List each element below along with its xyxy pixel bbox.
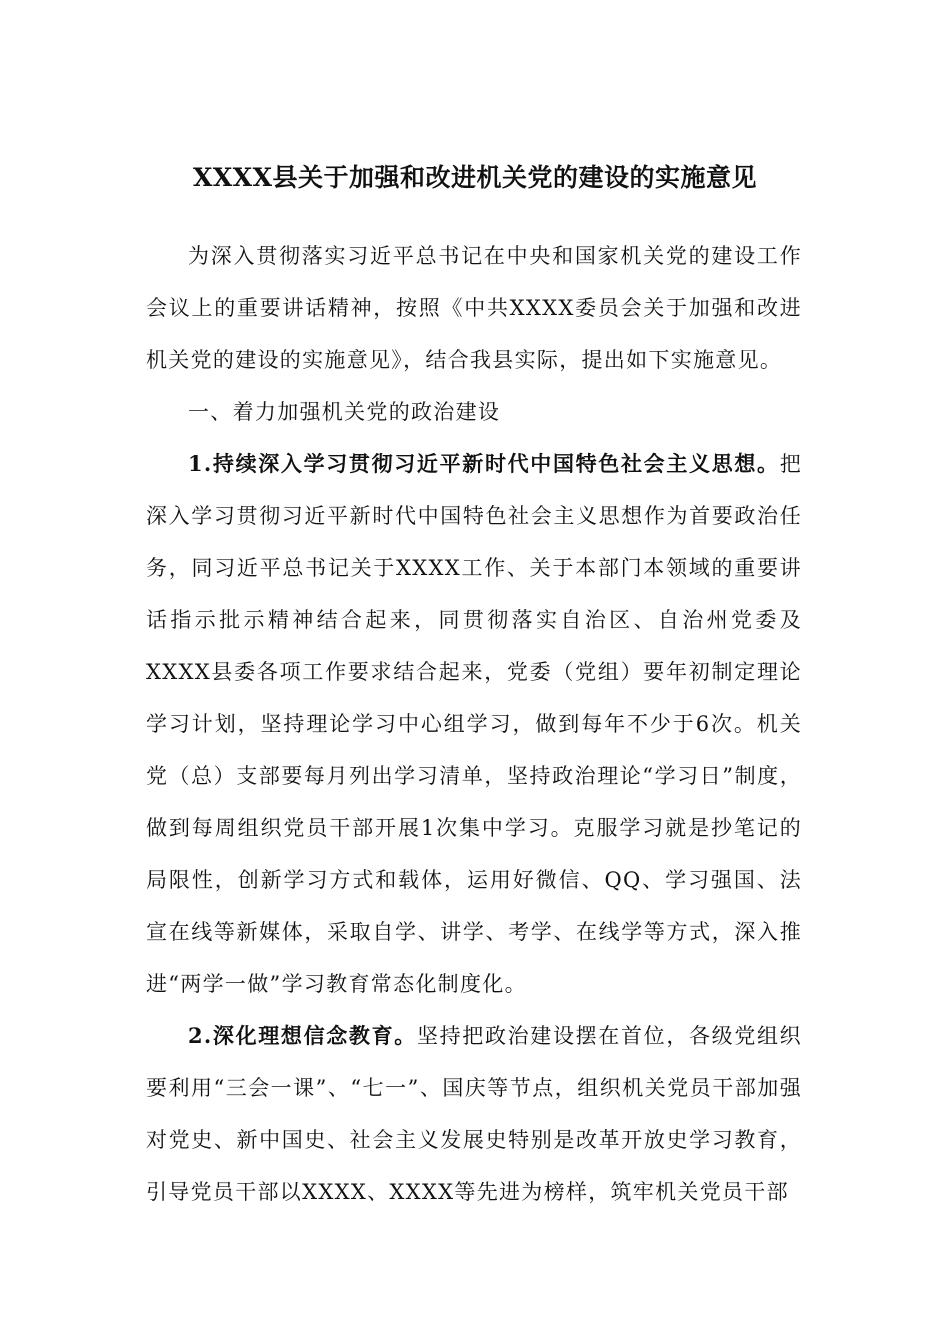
item-2-lead: 2.深化理想信念教育。: [188, 1023, 417, 1048]
section-heading: 一、着力加强机关党的政治建设: [188, 400, 501, 424]
item-1-lead: 1.持续深入学习贯彻习近平新时代中国特色社会主义思想。: [188, 451, 780, 476]
item-2-paragraph: [146, 1010, 802, 1218]
item-2-body: 坚持把政治建设摆在首位，各级党组织要利用“三会一课”、“七一”、国庆等节点，组织机关党员干部加强对党史、新中国史、社会主义发展史特别是改革开放史学习教育，引导党员干部以XXXX、XXXX等先进为榜样，筑牢机关党员干部: [146, 1024, 802, 1204]
item-1-paragraph: [146, 438, 802, 1010]
document-body: [146, 230, 802, 1218]
document-title: XXXX县关于加强和改进机关党的建设的实施意见: [192, 163, 758, 192]
item-1-body: 把深入学习贯彻习近平新时代中国特色社会主义思想作为首要政治任务，同习近平总书记关于XXXX工作、关于本部门本领域的重要讲话指示批示精神结合起来，同贯彻落实自治区、自治州党委及XXXX县委各项工作要求结合起来，党委（党组）要年初制定理论学习计划，坚持理论学习中心组学习，做到每年不少于6次。机关党（总）支部要每月列出学习清单，坚持政治理论“学习日”制度，做到每周组织党员干部开展1次集中学习。克服学习就是抄笔记的局限性，创新学习方式和载体，运用好微信、QQ、学习强国、法宣在线等新媒体，采取自学、讲学、考学、在线学等方式，深入推进“两学一做”学习教育常态化制度化。: [146, 452, 802, 996]
intro-paragraph: 为深入贯彻落实习近平总书记在中央和国家机关党的建设工作会议上的重要讲话精神，按照《中共XXXX委员会关于加强和改进机关党的建设的实施意见》，结合我县实际，提出如下实施意见。: [146, 244, 802, 372]
